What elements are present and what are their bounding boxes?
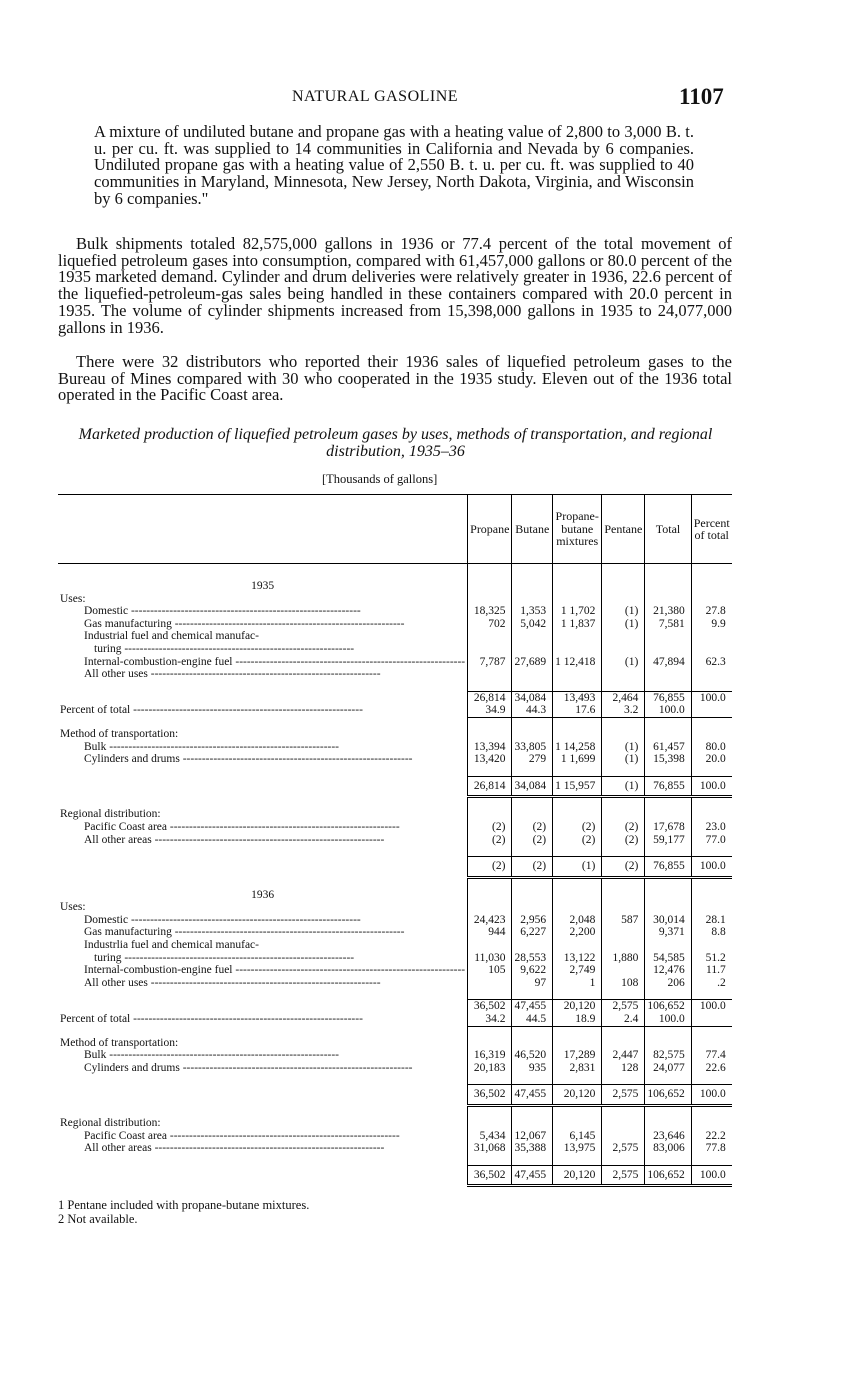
table-cell: 34,084 [512, 776, 553, 797]
table-row [58, 1062, 732, 1075]
table-cell: (2) [468, 857, 512, 878]
table-cell: 1 1,837 [553, 618, 602, 631]
table-row [58, 741, 732, 754]
table-cell: 76,855 [645, 857, 691, 878]
table-cell: 33,805 [512, 741, 553, 754]
section-heading-row [58, 1037, 732, 1050]
percent-row [58, 1013, 732, 1026]
table-cell: 47,455 [512, 1165, 553, 1186]
table-row [58, 977, 732, 990]
table-cell: 5,434 [468, 1130, 512, 1143]
table-cell: 935 [512, 1062, 553, 1075]
table-cell: 20.0 [691, 753, 731, 766]
table-cell: (2) [553, 834, 602, 847]
percent-row [58, 704, 732, 717]
table-cell: 3.2 [602, 704, 645, 717]
row-label: Bulk ------------------------------------------------------------ [84, 1049, 340, 1062]
section-heading-row [58, 1117, 732, 1130]
table-cell: (1) [553, 857, 602, 878]
subtotal-row [58, 691, 732, 704]
table-row [58, 821, 732, 834]
table-cell: 7,581 [645, 618, 691, 631]
table-cell: 18,325 [468, 605, 512, 618]
table-cell: 44.3 [512, 704, 553, 717]
table-row [58, 630, 732, 643]
table-body-1936 [58, 877, 732, 1186]
table-cell: 23,646 [645, 1130, 691, 1143]
table-row [58, 605, 732, 618]
table-cell: 51.2 [691, 952, 731, 965]
table-cell: (2) [602, 821, 645, 834]
table-cell: 100.0 [691, 691, 731, 704]
table-cell: 1 1,699 [553, 753, 602, 766]
col-header-mixtures: Propane-butane mixtures [553, 495, 602, 564]
table-row [58, 618, 732, 631]
table-cell: 34,084 [512, 691, 553, 704]
table-cell: 82,575 [645, 1049, 691, 1062]
table-cell: (2) [512, 821, 553, 834]
row-label: turing ------------------------------------------------------------ [94, 951, 355, 964]
table-cell: 61,457 [645, 741, 691, 754]
col-header-butane: Butane [512, 495, 553, 564]
table-cell: 1 12,418 [553, 643, 602, 681]
table-cell: 2,200 [553, 926, 602, 939]
row-label: Pacific Coast area ------------------------------------------------------------ [84, 820, 400, 833]
table-cell: 28,553 [512, 952, 553, 965]
table-cell: 1,880 [602, 952, 645, 965]
table-cell: 97 [512, 977, 553, 990]
table-cell: 30,014 [645, 914, 691, 927]
col-header-pentane: Pentane [602, 495, 645, 564]
table-cell: 36,502 [468, 1000, 512, 1013]
table-cell: 26,814 [468, 776, 512, 797]
total-row [58, 1165, 732, 1186]
table-units: [Thousands of gallons] [322, 472, 438, 486]
table-cell: 20,120 [553, 1165, 602, 1186]
table-cell: 77.0 [691, 834, 731, 847]
year-heading-row [58, 580, 732, 593]
table-cell: 2,831 [553, 1062, 602, 1075]
table-cell [602, 964, 645, 977]
table-cell: 105 [468, 964, 512, 977]
table-cell: 24,423 [468, 914, 512, 927]
table-cell: 2.4 [602, 1013, 645, 1026]
table-cell: 27.8 [691, 605, 731, 618]
table-cell [691, 1013, 731, 1026]
table-cell: (1) [602, 643, 645, 681]
table-cell: (1) [602, 776, 645, 797]
section-heading: Regional distribution: [60, 808, 161, 821]
table-cell: 21,380 [645, 605, 691, 618]
table-row [58, 964, 732, 977]
table-cell: 13,394 [468, 741, 512, 754]
table-cell: 34.2 [468, 1013, 512, 1026]
row-label: Pacific Coast area ------------------------------------------------------------ [84, 1129, 400, 1142]
table-cell: 15,398 [645, 753, 691, 766]
table-cell: (2) [468, 834, 512, 847]
table-cell: (2) [512, 857, 553, 878]
table-cell: 13,420 [468, 753, 512, 766]
table-cell: (1) [602, 753, 645, 766]
table-cell [691, 704, 731, 717]
table-cell: 100.0 [691, 1165, 731, 1186]
table-cell: 20,183 [468, 1062, 512, 1075]
section-heading-row [58, 901, 732, 914]
table-cell: 1,353 [512, 605, 553, 618]
table-cell: 106,652 [645, 1000, 691, 1013]
table-cell: 77.8 [691, 1142, 731, 1155]
table-cell: 9.9 [691, 618, 731, 631]
table-cell: 100.0 [645, 1013, 691, 1026]
section-heading-row [58, 593, 732, 606]
bulk-shipments-paragraph: Bulk shipments totaled 82,575,000 gallons in 1936 or 77.4 percent of the total movement of liquefied petroleum gases into consumption, compared with 61,457,000 gallons or 80.0 percent of the 1935 marketed demand. Cylinder and drum deliveries were relatively greater in 1936, 22.6 percent of the liquefied-petroleum-gas sales being handled in these containers compared with 20.0 percent in 1935. The volume of cylinder shipments increased from 15,398,000 gallons in 1935 to 24,077,000 gallons in 1936. [58, 234, 732, 337]
table-cell: 36,502 [468, 1165, 512, 1186]
row-label: Domestic ------------------------------------------------------------ [84, 605, 361, 618]
footnote-2: 2 Not available. [58, 1212, 138, 1226]
table-cell: (2) [602, 857, 645, 878]
table-cell: 62.3 [691, 643, 731, 681]
table-cell: 13,493 [553, 691, 602, 704]
table-cell: 100.0 [691, 1000, 731, 1013]
table-cell: 77.4 [691, 1049, 731, 1062]
table-row [58, 939, 732, 952]
row-label: Internal-combustion-engine fuel ------------------------------------------------------------ [84, 964, 466, 977]
table-cell: 2,575 [602, 1000, 645, 1013]
table-cell [468, 977, 512, 990]
section-heading: Uses: [60, 592, 86, 605]
table-cell: 47,455 [512, 1000, 553, 1013]
subtotal-row [58, 1000, 732, 1013]
table-cell: 1 14,258 [553, 741, 602, 754]
table-cell: 100.0 [691, 1085, 731, 1106]
table-row [58, 643, 732, 656]
row-label: Internal-combustion-engine fuel ------------------------------------------------------------ [84, 655, 466, 668]
table-cell: 13,975 [553, 1142, 602, 1155]
table-cell: 11,030 [468, 952, 512, 965]
section-heading-row [58, 808, 732, 821]
table-cell: 106,652 [645, 1085, 691, 1106]
table-cell: 59,177 [645, 834, 691, 847]
table-cell: 2,048 [553, 914, 602, 927]
total-row [58, 776, 732, 797]
table-cell: 1 [553, 977, 602, 990]
section-heading-row [58, 728, 732, 741]
table-cell: 36,502 [468, 1085, 512, 1106]
table-row [58, 753, 732, 766]
table-row [58, 834, 732, 847]
table-cell: (1) [602, 618, 645, 631]
table-cell: 47,455 [512, 1085, 553, 1106]
table-cell: 13,122 [553, 952, 602, 965]
table-row [58, 914, 732, 927]
distributors-paragraph: There were 32 distributors who reported their 1936 sales of liquefied petroleum gases to the Bureau of Mines compared with 30 who cooperated in the 1935 study. Eleven out of the 1936 total operated in the Pacific Coast area. [58, 352, 732, 405]
table-cell: 27,689 [512, 643, 553, 681]
table-cell: 47,894 [645, 643, 691, 681]
table-cell: 20,120 [553, 1000, 602, 1013]
row-label: Gas manufacturing ------------------------------------------------------------ [84, 926, 405, 939]
table-row [58, 926, 732, 939]
lpg-production-table [58, 494, 732, 1187]
table-cell: 106,652 [645, 1165, 691, 1186]
table-cell: (2) [553, 821, 602, 834]
table-cell: (2) [602, 834, 645, 847]
table-header-row [58, 495, 732, 564]
table-cell: 2,575 [602, 1142, 645, 1155]
table-cell: 2,956 [512, 914, 553, 927]
table-cell: 587 [602, 914, 645, 927]
year-heading: 1936 [251, 888, 275, 901]
table-cell: 2,447 [602, 1049, 645, 1062]
table-cell: 7,787 [468, 643, 512, 681]
table-cell: 18.9 [553, 1013, 602, 1026]
table-cell: 22.6 [691, 1062, 731, 1075]
section-heading: Regional distribution: [60, 1117, 161, 1129]
table-caption: Marketed production of liquefied petroleum gases by uses, methods of transportation, and regional distribution, 1935–36 [78, 426, 713, 460]
table-cell: 702 [468, 618, 512, 631]
table-row [58, 952, 732, 965]
row-label: Gas manufacturing ------------------------------------------------------------ [84, 617, 405, 630]
row-label: turing ------------------------------------------------------------ [94, 642, 355, 655]
section-heading: Method of transportation: [60, 727, 179, 740]
table-cell: 12,067 [512, 1130, 553, 1143]
row-label: All other uses ------------------------------------------------------------ [84, 668, 381, 681]
row-label: Percent of total ------------------------------------------------------------ [60, 704, 363, 717]
table-cell: 100.0 [691, 857, 731, 878]
table-row [58, 1049, 732, 1062]
table-cell [602, 1130, 645, 1143]
table-cell: 34.9 [468, 704, 512, 717]
table-cell: (1) [602, 741, 645, 754]
row-label: Cylinders and drums ------------------------------------------------------------ [84, 1061, 413, 1074]
table-cell: 2,464 [602, 691, 645, 704]
row-label: Industrial fuel and chemical manufac- [84, 630, 259, 643]
stub-header [58, 495, 468, 564]
table-cell: 2,749 [553, 964, 602, 977]
table-cell: (1) [602, 605, 645, 618]
table-cell: 44.5 [512, 1013, 553, 1026]
row-label: All other uses ------------------------------------------------------------ [84, 976, 381, 989]
table-cell: 16,319 [468, 1049, 512, 1062]
total-row [58, 857, 732, 878]
table-cell [602, 926, 645, 939]
table-cell: 1 15,957 [553, 776, 602, 797]
table-row [58, 1130, 732, 1143]
table-cell: (2) [468, 821, 512, 834]
table-cell: 17,289 [553, 1049, 602, 1062]
table-cell: 24,077 [645, 1062, 691, 1075]
table-cell: 20,120 [553, 1085, 602, 1106]
row-label: Bulk ------------------------------------------------------------ [84, 740, 340, 753]
table-cell: 5,042 [512, 618, 553, 631]
table-cell: 100.0 [645, 704, 691, 717]
table-cell: 11.7 [691, 964, 731, 977]
row-label: Cylinders and drums ------------------------------------------------------------ [84, 753, 413, 766]
table-cell: 108 [602, 977, 645, 990]
quoted-paragraph: A mixture of undiluted butane and propane gas with a heating value of 2,800 to 3,000 B. t. u. per cu. ft. was supplied to 14 communities in California and Nevada by 6 companies. Undiluted propane gas with a heating value of 2,550 B. t. u. per cu. ft. was supplied to 40 communities in Maryland, Minnesota, New Jersey, North Dakota, Virginia, and Wisconsin by 6 companies." [94, 122, 694, 208]
table-cell: 17.6 [553, 704, 602, 717]
table-cell: 2,575 [602, 1085, 645, 1106]
year-heading-row [58, 889, 732, 902]
table-body-1935 [58, 564, 732, 878]
row-label: All other areas ------------------------------------------------------------ [84, 1142, 385, 1155]
col-header-percent: Percent of total [691, 495, 731, 564]
table-cell: 944 [468, 926, 512, 939]
row-label: Domestic ------------------------------------------------------------ [84, 913, 361, 926]
row-label: All other areas ------------------------------------------------------------ [84, 833, 385, 846]
table-cell: 28.1 [691, 914, 731, 927]
table-cell: 23.0 [691, 821, 731, 834]
table-cell: 76,855 [645, 776, 691, 797]
table-cell: 9,371 [645, 926, 691, 939]
table-cell: (2) [512, 834, 553, 847]
table-cell: 6,145 [553, 1130, 602, 1143]
table-cell: 17,678 [645, 821, 691, 834]
table-cell: 128 [602, 1062, 645, 1075]
col-header-total: Total [645, 495, 691, 564]
table-cell: 12,476 [645, 964, 691, 977]
table-cell: 279 [512, 753, 553, 766]
table-cell: 26,814 [468, 691, 512, 704]
table-cell: 80.0 [691, 741, 731, 754]
page-number: 1107 [679, 84, 724, 109]
running-header-title: NATURAL GASOLINE [292, 88, 459, 105]
section-heading: Method of transportation: [60, 1036, 179, 1049]
table-cell: 31,068 [468, 1142, 512, 1155]
table-cell: 83,006 [645, 1142, 691, 1155]
table-cell: 100.0 [691, 776, 731, 797]
table-cell: 206 [645, 977, 691, 990]
table-cell: 2,575 [602, 1165, 645, 1186]
table-cell: 22.2 [691, 1130, 731, 1143]
footnote-1: 1 Pentane included with propane-butane mixtures. [58, 1198, 310, 1212]
table-cell: 9,622 [512, 964, 553, 977]
table-cell: 8.8 [691, 926, 731, 939]
table-cell: 76,855 [645, 691, 691, 704]
table-cell: 54,585 [645, 952, 691, 965]
table-row [58, 1142, 732, 1155]
row-label: Industrlia fuel and chemical manufac- [84, 939, 259, 952]
table-cell: 6,227 [512, 926, 553, 939]
table-cell: 46,520 [512, 1049, 553, 1062]
table-cell: 1 1,702 [553, 605, 602, 618]
table-cell: .2 [691, 977, 731, 990]
total-row [58, 1085, 732, 1106]
year-heading: 1935 [251, 580, 275, 592]
row-label: Percent of total ------------------------------------------------------------ [60, 1013, 363, 1026]
col-header-propane: Propane [468, 495, 512, 564]
section-heading: Uses: [60, 901, 86, 914]
table-cell: 35,388 [512, 1142, 553, 1155]
